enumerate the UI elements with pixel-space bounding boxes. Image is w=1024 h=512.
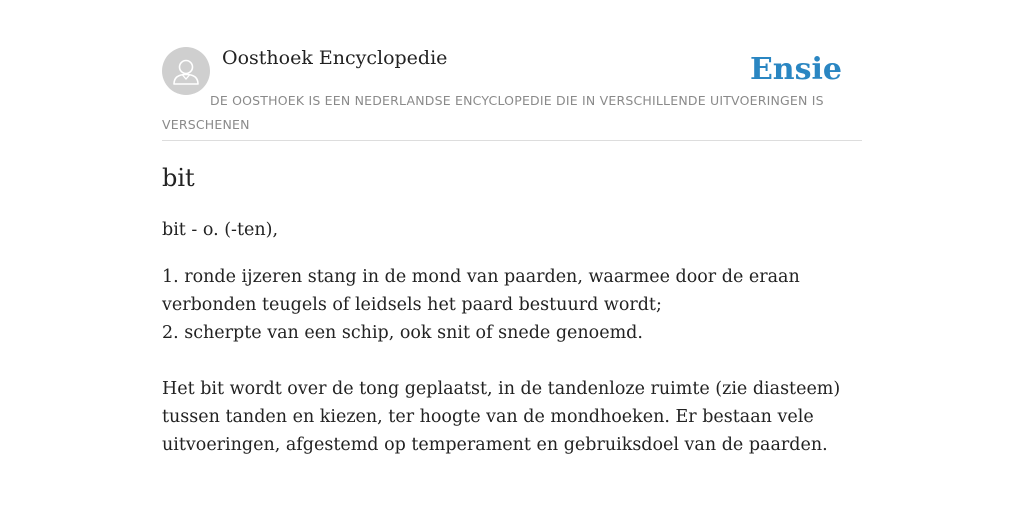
site-tagline: DE OOSTHOEK IS EEN NEDERLANDSE ENCYCLOPEDIE DIE IN VERSCHILLENDE UITVOERINGEN IS VERSCHENEN (162, 93, 824, 132)
entry-grammar: bit - o. (-ten), (162, 220, 279, 240)
note-line: tussen tanden en kiezen, ter hoogte van de mondhoeken. Er bestaan vele (162, 407, 814, 427)
entry-content (162, 160, 862, 459)
entry-title: bit (162, 164, 195, 192)
definition-line: 2. scherpte van een schip, ook snit of snede genoemd. (162, 323, 643, 343)
note-line: Het bit wordt over de tong geplaatst, in de tandenloze ruimte (zie diasteem) (162, 379, 841, 399)
entry-definitions (162, 263, 862, 347)
definition-line: verbonden teugels of leidsels het paard bestuurd wordt; (162, 295, 662, 315)
header (162, 46, 862, 141)
avatar[interactable] (162, 47, 210, 95)
definition-line: 1. ronde ijzeren stang in de mond van paarden, waarmee door de eraan (162, 267, 800, 287)
note-line: uitvoeringen, afgestemd op temperament en gebruiksdoel van de paarden. (162, 435, 828, 455)
entry-note (162, 375, 862, 459)
brand-logo-link[interactable]: Ensie (749, 52, 842, 87)
site-name[interactable]: Oosthoek Encyclopedie (222, 47, 448, 69)
user-placeholder-icon (162, 47, 210, 95)
